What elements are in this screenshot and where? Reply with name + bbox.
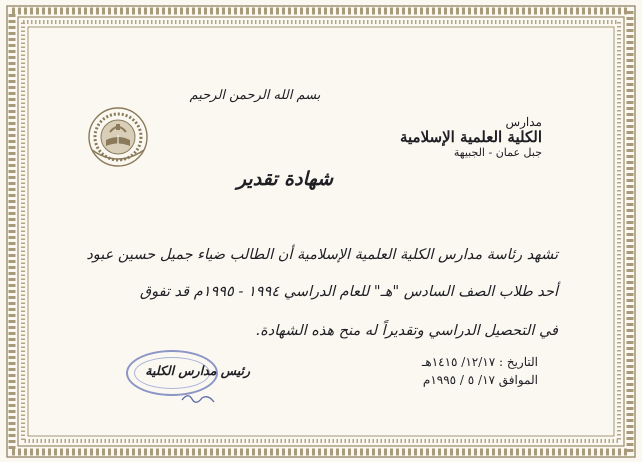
date-gregorian: الموافق ١٧/ ٥ / ١٩٩٥م: [422, 373, 538, 387]
basmala: بسم الله الرحمن الرحيم: [189, 88, 321, 103]
school-name-line1: مدارس: [505, 115, 542, 129]
school-header: [400, 115, 542, 160]
school-logo-icon: [86, 106, 150, 168]
school-name-line3: جبل عمان - الجبيهة: [453, 146, 542, 159]
body-line-1: تشهد رئاسة مدارس الكلية العلمية الإسلامية أن الطالب ضياء جميل حسين عبود: [86, 247, 558, 263]
certificate-title: شهادة تقدير: [236, 168, 334, 190]
body-line-2: أحد طلاب الصف السادس "هـ" للعام الدراسي ١٩٩٤ - ١٩٩٥م قد تفوق: [139, 284, 558, 300]
school-name-line2: الكلية العلمية الإسلامية: [399, 128, 542, 146]
body-line-3: في التحصيل الدراسي وتقديراً له منح هذه الشهادة.: [255, 323, 558, 339]
date-hijri: التاريخ : ١٢/١٧/ ١٤١٥هـ: [421, 355, 538, 369]
principal-title: رئيس مدارس الكلية: [145, 363, 250, 378]
signature-icon: [180, 390, 216, 406]
